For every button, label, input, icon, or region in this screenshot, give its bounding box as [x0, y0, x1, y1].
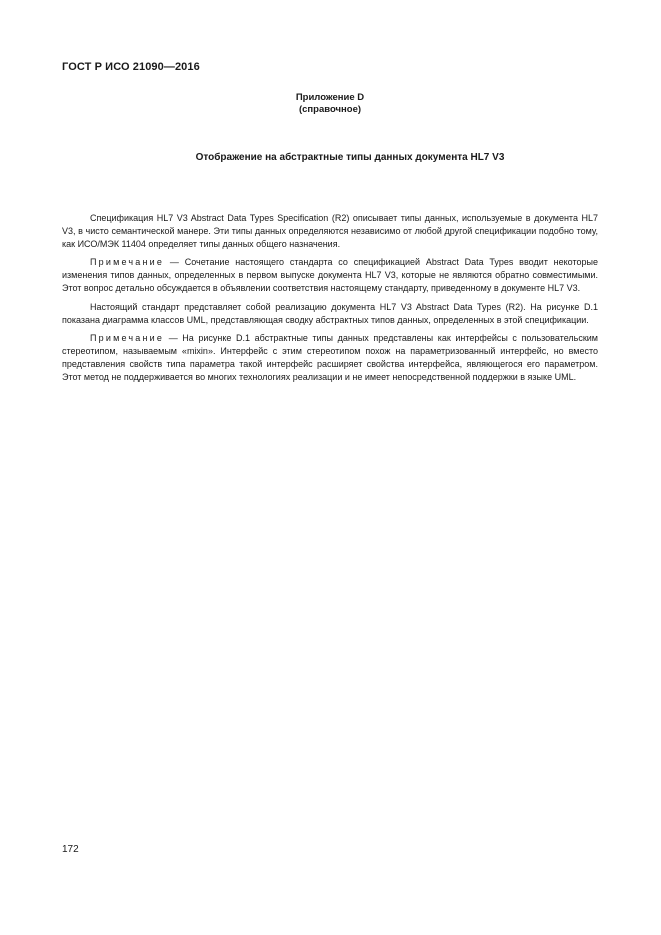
- note-1-text: — Сочетание настоящего стандарта со спецификацией Abstract Data Types вводит некоторые изменения типов данных, определенных в первом выпуске документа HL7 V3, которые не являются обратно совместимыми. Этот вопрос детально обсуждается в объявлении соответствия настоящему стандарту, приведенному в документе HL7 V3.: [62, 257, 598, 293]
- note-1-label: Примечание: [90, 257, 165, 268]
- note-2-text: — На рисунке D.1 абстрактные типы данных представлены как интерфейсы с пользовательским стереотипом, называемым «mixin». Интерфейс с этим стереотипом похож на параметризованный интерфейс, но вместо представления свойств типа параметра такой интерфейс расширяет свойства интерфейса, являющегося его параметром. Этот метод не поддерживается во многих технологиях реализации и не имеет непосредственной поддержки в языке UML.: [62, 333, 598, 382]
- note-2-label: Примечание: [90, 333, 165, 344]
- paragraph-intro: Спецификация HL7 V3 Abstract Data Types Specification (R2) описывает типы данных, используемые в документа HL7 V3, в чисто семантической манере. Эти типы данных определяются независимо от любой другой спецификации подобно тому, как ИСО/МЭК 11404 определяет типы данных общего назначения.: [62, 213, 598, 249]
- paragraph-implementation: Настоящий стандарт представляет собой реализацию документа HL7 V3 Abstract Data Types (R2). На рисунке D.1 показана диаграмма классов UML, представляющая сводку абстрактных типов данных, определенных в этой спецификации.: [62, 301, 598, 325]
- page-number: 172: [62, 844, 79, 855]
- body-text: [62, 212, 598, 390]
- appendix-subtitle: (справочное): [298, 104, 362, 115]
- standard-header: ГОСТ Р ИСО 21090—2016: [62, 61, 200, 73]
- note-1: [62, 256, 598, 294]
- section-title: Отображение на абстрактные типы данных документа HL7 V3: [195, 152, 505, 163]
- appendix-heading: [200, 92, 460, 116]
- appendix-title: Приложение D: [295, 92, 365, 103]
- note-2: [62, 332, 598, 383]
